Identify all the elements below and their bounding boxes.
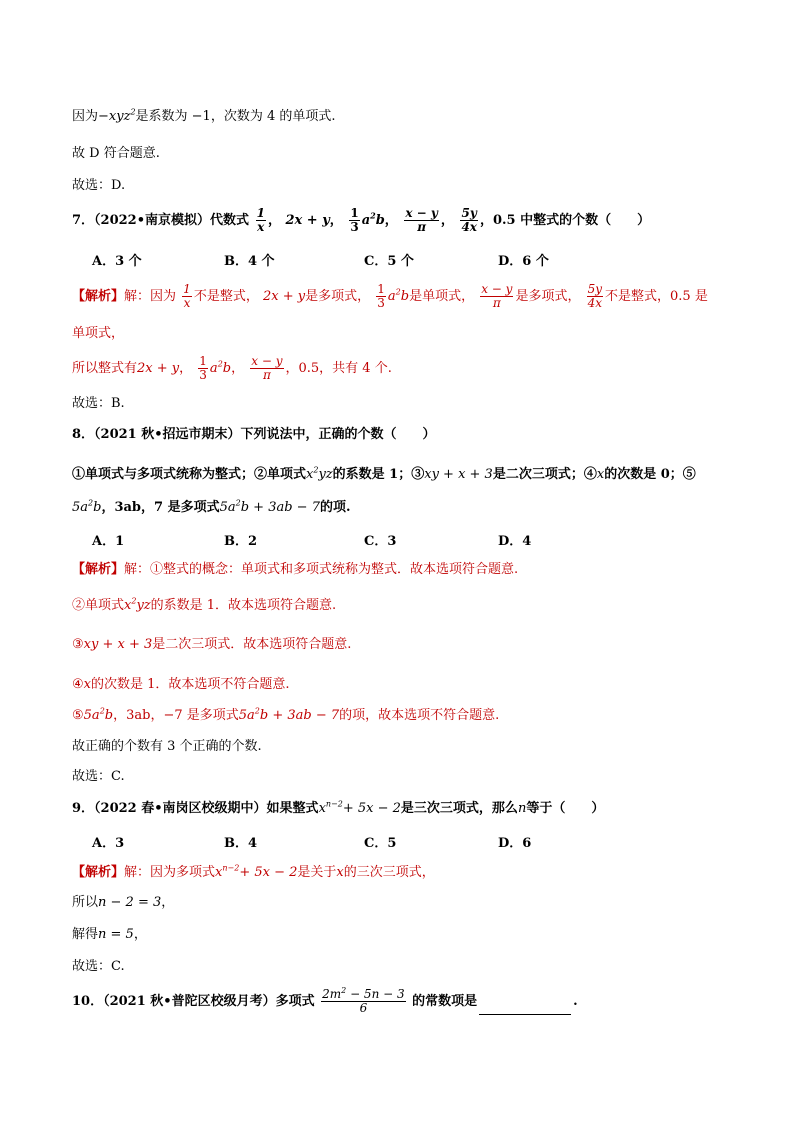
prev-answer-line-1: [72, 108, 336, 126]
q9-analysis-line-3: [72, 926, 147, 944]
option-d[interactable]: D．4: [498, 534, 532, 549]
math: [220, 500, 320, 515]
text: .: [573, 994, 578, 1009]
text: 10．（2021 秋•普陀区校级月考）多项式: [72, 994, 315, 1009]
text: b: [222, 361, 232, 376]
text: ③: [72, 637, 84, 652]
num: 1: [256, 206, 265, 220]
text: ⑤: [72, 708, 84, 723]
den: π: [492, 296, 501, 310]
text: ，0.5，共有 4 个.: [285, 361, 392, 376]
math: [361, 210, 385, 228]
text: ，: [231, 361, 245, 376]
text: yz: [318, 467, 333, 482]
text: 的系数是 1．故本选项符合题意.: [150, 598, 337, 613]
text: 是单项式，: [409, 289, 475, 304]
text: b: [375, 213, 385, 228]
exp: n−2: [325, 799, 343, 809]
num: 1: [377, 282, 385, 296]
math: n − 2 = 3: [98, 895, 162, 910]
text: 的三次三项式，: [343, 865, 435, 880]
num: 5y: [587, 282, 603, 296]
text: yz: [136, 598, 151, 613]
text: b + 3ab − 7: [259, 708, 340, 723]
text: 解得: [72, 927, 99, 942]
text: 5a: [238, 708, 255, 723]
q7-final-answer: 故选：B.: [72, 396, 125, 411]
question-8-statements-line-1: [72, 466, 696, 484]
text: ④: [72, 677, 84, 692]
text: 是二次三项式；④: [492, 467, 597, 482]
text: 解：因为多项式: [124, 865, 216, 880]
question-8-stem: 8．（2021 秋•招远市期末）下列说法中，正确的个数（ ）: [72, 427, 436, 442]
text: 5a: [72, 500, 89, 515]
fraction: [376, 283, 386, 310]
text: − 5n − 3: [346, 987, 405, 1001]
option-b[interactable]: B．4 个: [224, 254, 275, 269]
text: x: [124, 598, 132, 613]
question-8-statements-line-2: [72, 499, 351, 517]
text: 的项，故本选项不符合题意.: [339, 708, 500, 723]
math: 2x + y: [285, 213, 330, 228]
q8-analysis-line-1: [72, 561, 518, 579]
q9-analysis-line-1: [72, 864, 435, 882]
exp: 2: [395, 287, 401, 297]
den: x: [183, 296, 191, 310]
den: π: [262, 368, 271, 382]
math: xy + x + 3: [83, 637, 153, 652]
fraction: [182, 283, 192, 310]
fraction: [321, 988, 405, 1015]
text: ，: [179, 361, 193, 376]
text: 的项.: [319, 500, 351, 515]
q7-analysis-line-3: [72, 355, 392, 382]
den: 6: [359, 1001, 368, 1015]
text: ①单项式与多项式统称为整式；②单项式: [72, 467, 307, 482]
text: x: [215, 865, 223, 880]
exp: 2: [217, 359, 223, 369]
q8-analysis-line-4: [72, 676, 290, 694]
exp: 2: [313, 465, 319, 475]
q8-analysis-line-2: [72, 597, 336, 615]
text: 因为: [72, 109, 99, 124]
text: a: [361, 213, 371, 228]
option-a[interactable]: A．3 个: [92, 254, 142, 269]
num: x − y: [481, 282, 513, 296]
text: + 5x − 2: [342, 801, 401, 816]
text: a: [387, 289, 396, 304]
text: + 5x − 2: [239, 865, 298, 880]
exp: 2: [370, 210, 376, 221]
text: 7．（2022•南京模拟）代数式: [72, 213, 250, 228]
prev-answer-line-3: 故选：D.: [72, 178, 126, 193]
num: 5y: [461, 206, 477, 220]
text: 是多项式，: [305, 289, 371, 304]
exp: 2: [254, 706, 260, 716]
text: 是关于: [297, 865, 337, 880]
option-a[interactable]: A．3: [92, 836, 125, 851]
text: 所以整式有: [72, 361, 138, 376]
math: n: [517, 801, 527, 816]
num: x − y: [405, 206, 438, 220]
text: 9．（2022 春•南岗区校级期中）如果整式: [72, 801, 319, 816]
text: 2m: [322, 987, 342, 1001]
text: 5a: [219, 500, 236, 515]
text: b: [93, 500, 102, 515]
analysis-tag: 【解析】: [72, 562, 125, 577]
text: ，: [384, 213, 398, 228]
analysis-tag: 【解析】: [72, 289, 125, 304]
math: [306, 467, 333, 482]
fraction: [250, 355, 283, 382]
text: −xyz: [98, 109, 131, 124]
text: 是二次三项式．故本选项符合题意.: [152, 637, 352, 652]
exp: 2: [235, 498, 241, 508]
text: 5a: [83, 708, 100, 723]
text: 等于（ ）: [526, 801, 605, 816]
math: xy + x + 3: [424, 467, 493, 482]
math: x: [83, 677, 91, 692]
den: 3: [199, 368, 207, 382]
text: a: [209, 361, 218, 376]
option-b[interactable]: B．2: [224, 534, 258, 549]
fraction: [480, 283, 513, 310]
q8-analysis-line-5: [72, 707, 499, 725]
text: 解：①整式的概念：单项式和多项式统称为整式．故本选项符合题意.: [124, 562, 519, 577]
text: ，: [329, 213, 343, 228]
math: n = 5: [98, 927, 134, 942]
text: ，3ab，−7 是多项式: [113, 708, 239, 723]
fraction: [349, 207, 359, 234]
text: 的常数项是: [412, 994, 478, 1009]
option-d[interactable]: D．6: [498, 836, 532, 851]
fraction: [404, 207, 439, 234]
exp: 2: [99, 706, 105, 716]
exp: n−2: [222, 863, 240, 873]
option-c[interactable]: C．3: [364, 534, 397, 549]
text: 是多项式，: [515, 289, 581, 304]
text: 的次数是 0；⑤: [604, 467, 696, 482]
option-b[interactable]: B．4: [224, 836, 258, 851]
question-7-stem: [72, 207, 650, 234]
fraction: [460, 207, 478, 234]
den: π: [417, 220, 427, 234]
text: 解：因为: [124, 289, 177, 304]
text: 不是整式，0.5 是: [605, 289, 708, 304]
exp: 2: [130, 107, 136, 117]
math: x: [336, 865, 344, 880]
text: ，: [161, 895, 175, 910]
text: ，0.5 中整式的个数（ ）: [479, 213, 651, 228]
math: [72, 500, 101, 515]
den: 4x: [587, 296, 603, 310]
num: 1: [350, 206, 359, 220]
den: x: [257, 220, 265, 234]
math: x: [596, 467, 605, 482]
math: [319, 801, 401, 816]
analysis-tag: 【解析】: [72, 865, 125, 880]
q7-analysis-line-2: 单项式，: [72, 326, 125, 341]
text: 所以: [72, 895, 99, 910]
prev-answer-line-2: 故 D 符合题意.: [72, 146, 160, 161]
question-9-stem: [72, 800, 604, 818]
text: 的次数是 1．故本选项不符合题意.: [91, 677, 290, 692]
text: ，: [440, 213, 454, 228]
text: b: [400, 289, 410, 304]
text: ，: [267, 213, 281, 228]
fraction: [587, 283, 603, 310]
question-10-stem: [72, 988, 578, 1015]
math: 2x + y: [137, 361, 180, 376]
option-c[interactable]: C．5: [364, 836, 397, 851]
q8-final-answer: 故选：C.: [72, 769, 125, 784]
math: [98, 109, 136, 124]
option-a[interactable]: A．1: [92, 534, 125, 549]
text: x: [318, 801, 326, 816]
exp: 2: [131, 596, 137, 606]
exp: 2: [88, 498, 94, 508]
den: 3: [350, 220, 359, 234]
text: b + 3ab − 7: [240, 500, 320, 515]
math: [210, 361, 231, 376]
num: x − y: [251, 354, 283, 368]
text: x: [306, 467, 314, 482]
option-c[interactable]: C．5 个: [364, 254, 414, 269]
text: 是三次三项式，那么: [400, 801, 518, 816]
num: [321, 988, 405, 1002]
q7-analysis-line-1: [72, 283, 708, 310]
math: [215, 865, 297, 880]
answer-blank[interactable]: [479, 1001, 571, 1015]
num: 1: [183, 282, 191, 296]
exp: 2: [341, 986, 347, 995]
text: b: [104, 708, 114, 723]
text: ，3ab，7 是多项式: [101, 500, 220, 515]
q8-analysis-line-3: [72, 636, 351, 654]
math: [239, 708, 339, 723]
text: 不是整式，: [193, 289, 259, 304]
math: [388, 289, 409, 304]
q8-analysis-line-6: 故正确的个数有 3 个正确的个数.: [72, 739, 262, 754]
math: [124, 598, 151, 613]
text: ，: [133, 927, 147, 942]
text: 是系数为 −1，次数为 4 的单项式.: [135, 109, 336, 124]
num: 1: [199, 354, 207, 368]
math: [84, 708, 113, 723]
text: ②单项式: [72, 598, 125, 613]
q9-final-answer: 故选：C.: [72, 959, 125, 974]
den: 4x: [461, 220, 477, 234]
q9-analysis-line-2: [72, 894, 174, 912]
fraction: [256, 207, 266, 234]
option-d[interactable]: D．6 个: [498, 254, 549, 269]
fraction: [198, 355, 208, 382]
text: 的系数是 1；③: [332, 467, 425, 482]
den: 3: [377, 296, 385, 310]
math: 2x + y: [262, 289, 306, 304]
